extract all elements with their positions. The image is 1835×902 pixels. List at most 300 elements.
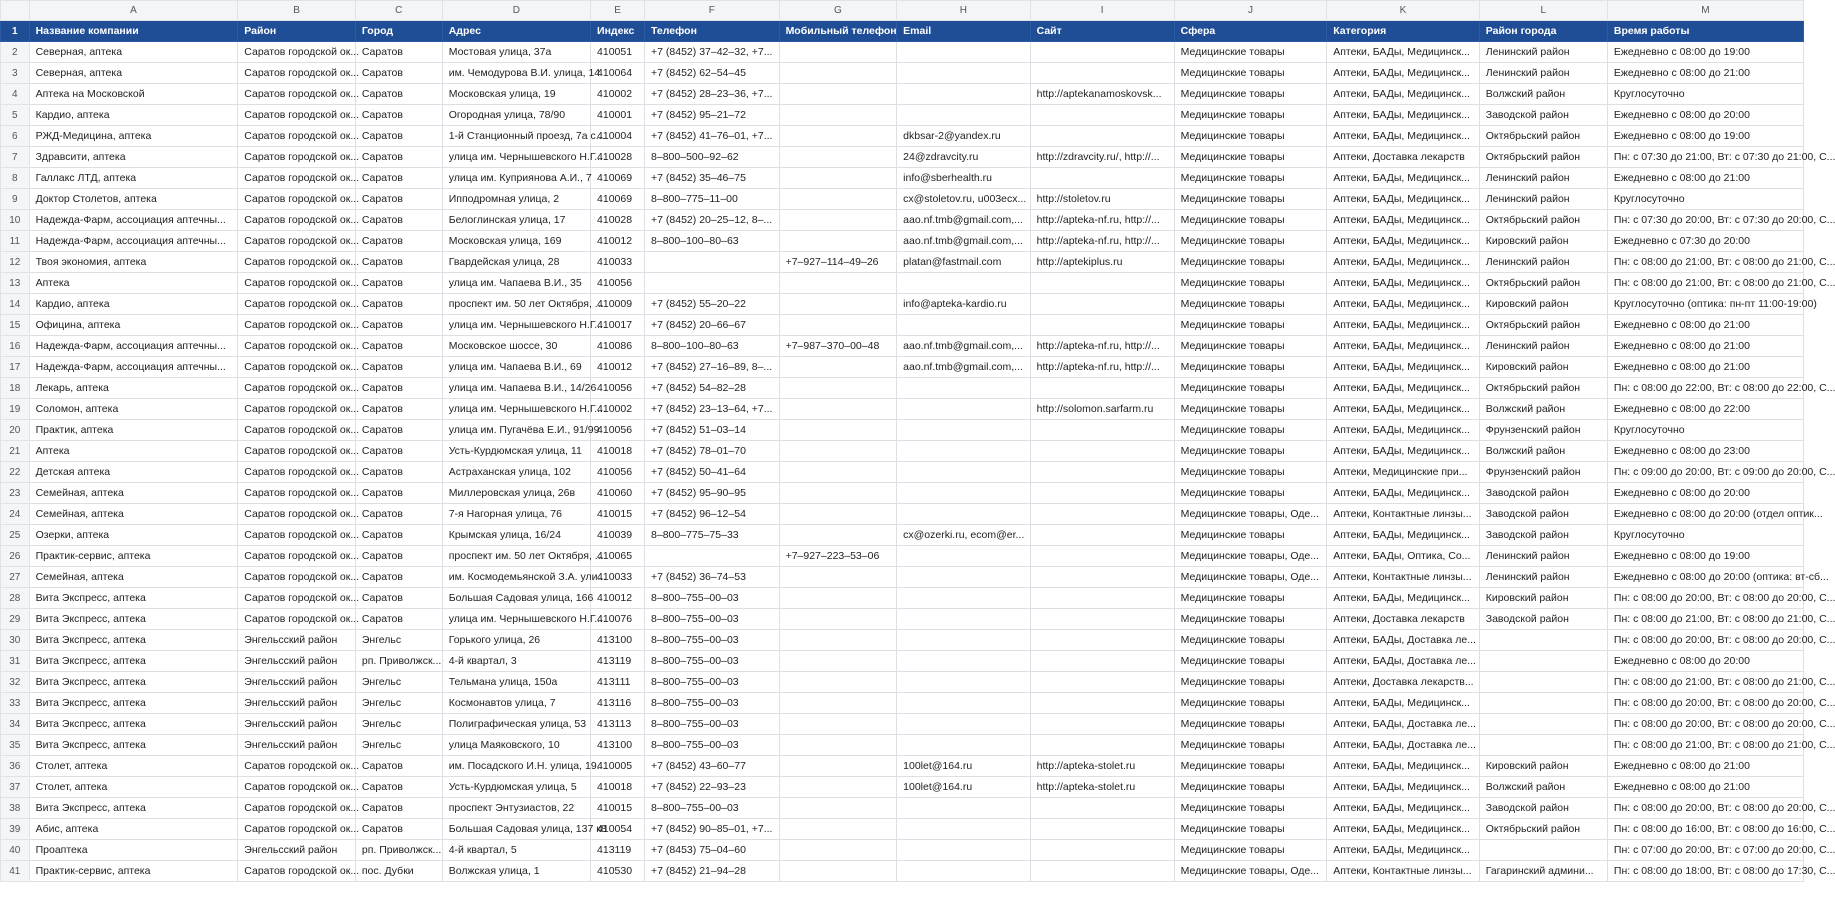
row-number[interactable]: 18 xyxy=(1,378,30,399)
cell[interactable]: Энгельсский район xyxy=(238,840,356,861)
cell[interactable]: Московская улица, 169 xyxy=(442,231,590,252)
cell[interactable] xyxy=(779,840,897,861)
cell[interactable]: Медицинские товары xyxy=(1174,336,1327,357)
cell[interactable] xyxy=(779,315,897,336)
column-header-l[interactable]: L xyxy=(1479,1,1607,21)
cell[interactable]: Медицинские товары xyxy=(1174,42,1327,63)
cell[interactable]: Саратов xyxy=(355,126,442,147)
cell[interactable]: 410028 xyxy=(591,147,645,168)
cell[interactable]: 410065 xyxy=(591,546,645,567)
cell[interactable]: Аптеки, БАДы, Медицинск... xyxy=(1327,756,1480,777)
cell[interactable]: http://zdravcity.ru/, http://... xyxy=(1030,147,1174,168)
cell[interactable]: info@sberhealth.ru xyxy=(897,168,1030,189)
row-number[interactable]: 28 xyxy=(1,588,30,609)
cell[interactable]: Здравсити, аптека xyxy=(29,147,238,168)
cell[interactable]: Аптеки, БАДы, Медицинск... xyxy=(1327,357,1480,378)
cell[interactable] xyxy=(1030,693,1174,714)
row-number[interactable]: 31 xyxy=(1,651,30,672)
cell[interactable]: Саратов городской ок... xyxy=(238,483,356,504)
cell[interactable] xyxy=(897,651,1030,672)
cell[interactable]: Медицинские товары xyxy=(1174,588,1327,609)
cell[interactable]: +7 (8452) 36–74–53 xyxy=(645,567,780,588)
row-number[interactable]: 26 xyxy=(1,546,30,567)
cell[interactable]: Гагаринский админи... xyxy=(1479,861,1607,882)
cell[interactable]: Саратов городской ок... xyxy=(238,105,356,126)
cell[interactable]: Ленинский район xyxy=(1479,168,1607,189)
cell[interactable] xyxy=(1479,714,1607,735)
cell[interactable]: Медицинские товары xyxy=(1174,168,1327,189)
cell[interactable]: Саратов городской ок... xyxy=(238,231,356,252)
cell[interactable]: Аптеки, Доставка лекарств... xyxy=(1327,672,1480,693)
cell[interactable]: Волжский район xyxy=(1479,441,1607,462)
header-cell[interactable]: Индекс xyxy=(591,21,645,42)
row-number[interactable]: 11 xyxy=(1,231,30,252)
cell[interactable] xyxy=(897,546,1030,567)
cell[interactable] xyxy=(1030,609,1174,630)
cell[interactable]: улица им. Куприянова А.И., 7 xyxy=(442,168,590,189)
cell[interactable]: http://stoletov.ru xyxy=(1030,189,1174,210)
cell[interactable]: 1-й Станционный проезд, 7а с... xyxy=(442,126,590,147)
cell[interactable] xyxy=(1030,735,1174,756)
row-number[interactable]: 29 xyxy=(1,609,30,630)
cell[interactable]: Саратов городской ок... xyxy=(238,567,356,588)
column-header-c[interactable]: C xyxy=(355,1,442,21)
cell[interactable]: 413119 xyxy=(591,840,645,861)
row-number[interactable]: 9 xyxy=(1,189,30,210)
cell[interactable] xyxy=(897,63,1030,84)
cell[interactable] xyxy=(1030,504,1174,525)
cell[interactable]: Аптеки, БАДы, Медицинск... xyxy=(1327,420,1480,441)
cell[interactable]: Ипподромная улица, 2 xyxy=(442,189,590,210)
cell[interactable]: Практик, аптека xyxy=(29,420,238,441)
cell[interactable]: Белоглинская улица, 17 xyxy=(442,210,590,231)
cell[interactable]: Аптеки, Контактные линзы... xyxy=(1327,504,1480,525)
cell[interactable]: Медицинские товары xyxy=(1174,294,1327,315)
cell[interactable]: Ежедневно с 07:30 до 20:00 xyxy=(1607,231,1803,252)
row-number[interactable]: 27 xyxy=(1,567,30,588)
cell[interactable]: 410064 xyxy=(591,63,645,84)
cell[interactable]: Саратов городской ок... xyxy=(238,525,356,546)
row-number[interactable]: 24 xyxy=(1,504,30,525)
cell[interactable]: Саратов городской ок... xyxy=(238,798,356,819)
cell[interactable] xyxy=(779,609,897,630)
cell[interactable]: Энгельсский район xyxy=(238,651,356,672)
row-number[interactable]: 2 xyxy=(1,42,30,63)
cell[interactable]: Вита Экспресс, аптека xyxy=(29,735,238,756)
cell[interactable]: Саратов xyxy=(355,546,442,567)
cell[interactable]: Медицинские товары xyxy=(1174,714,1327,735)
cell[interactable]: Ленинский район xyxy=(1479,546,1607,567)
cell[interactable]: 410012 xyxy=(591,588,645,609)
cell[interactable] xyxy=(1030,105,1174,126)
cell[interactable] xyxy=(897,588,1030,609)
cell[interactable]: Ленинский район xyxy=(1479,63,1607,84)
cell[interactable]: Волжский район xyxy=(1479,399,1607,420)
cell[interactable] xyxy=(779,378,897,399)
cell[interactable]: улица им. Чернышевского Н.Г.... xyxy=(442,609,590,630)
cell[interactable]: Медицинские товары, Оде... xyxy=(1174,567,1327,588)
cell[interactable]: Медицинские товары xyxy=(1174,126,1327,147)
cell[interactable] xyxy=(897,105,1030,126)
cell[interactable]: Саратов xyxy=(355,798,442,819)
cell[interactable]: Саратов городской ок... xyxy=(238,819,356,840)
cell[interactable]: Аптеки, БАДы, Доставка ле... xyxy=(1327,735,1480,756)
cell[interactable]: +7 (8452) 35–46–75 xyxy=(645,168,780,189)
cell[interactable]: Саратов xyxy=(355,588,442,609)
cell[interactable] xyxy=(779,819,897,840)
cell[interactable]: Соломон, аптека xyxy=(29,399,238,420)
cell[interactable]: Усть-Курдюмская улица, 5 xyxy=(442,777,590,798)
cell[interactable]: Медицинские товары xyxy=(1174,63,1327,84)
cell[interactable]: +7 (8452) 20–25–12, 8–... xyxy=(645,210,780,231)
cell[interactable]: Саратов городской ок... xyxy=(238,420,356,441)
cell[interactable] xyxy=(779,399,897,420)
cell[interactable]: Кировский район xyxy=(1479,588,1607,609)
cell[interactable] xyxy=(1030,546,1174,567)
cell[interactable]: Медицинские товары, Оде... xyxy=(1174,504,1327,525)
cell[interactable]: Аптеки, БАДы, Медицинск... xyxy=(1327,378,1480,399)
cell[interactable]: Ленинский район xyxy=(1479,42,1607,63)
cell[interactable]: Заводской район xyxy=(1479,525,1607,546)
cell[interactable] xyxy=(1030,840,1174,861)
column-header-f[interactable]: F xyxy=(645,1,780,21)
cell[interactable]: Кардио, аптека xyxy=(29,105,238,126)
cell[interactable]: Саратов городской ок... xyxy=(238,378,356,399)
cell[interactable]: Огородная улица, 78/90 xyxy=(442,105,590,126)
cell[interactable]: Кировский район xyxy=(1479,357,1607,378)
cell[interactable] xyxy=(645,273,780,294)
cell[interactable]: 8–800–500–92–62 xyxy=(645,147,780,168)
cell[interactable] xyxy=(1030,798,1174,819)
cell[interactable]: http://aptekiplus.ru xyxy=(1030,252,1174,273)
cell[interactable]: aao.nf.tmb@gmail.com,... xyxy=(897,210,1030,231)
row-number[interactable]: 40 xyxy=(1,840,30,861)
cell[interactable]: Саратов городской ок... xyxy=(238,399,356,420)
cell[interactable]: Октябрьский район xyxy=(1479,315,1607,336)
cell[interactable]: Ежедневно с 08:00 до 21:00 xyxy=(1607,357,1803,378)
cell[interactable]: Саратов xyxy=(355,273,442,294)
cell[interactable]: Кировский район xyxy=(1479,294,1607,315)
cell[interactable]: Абис, аптека xyxy=(29,819,238,840)
cell[interactable]: Энгельс xyxy=(355,735,442,756)
cell[interactable]: +7 (8452) 41–76–01, +7... xyxy=(645,126,780,147)
cell[interactable] xyxy=(779,630,897,651)
cell[interactable] xyxy=(897,315,1030,336)
cell[interactable] xyxy=(779,84,897,105)
cell[interactable] xyxy=(897,42,1030,63)
cell[interactable]: +7–987–370–00–48 xyxy=(779,336,897,357)
cell[interactable]: Аптеки, БАДы, Медицинск... xyxy=(1327,294,1480,315)
cell[interactable]: dkbsar-2@yandex.ru xyxy=(897,126,1030,147)
cell[interactable]: Саратов городской ок... xyxy=(238,84,356,105)
cell[interactable]: +7 (8452) 22–93–23 xyxy=(645,777,780,798)
cell[interactable]: Практик-сервис, аптека xyxy=(29,546,238,567)
cell[interactable]: Ежедневно с 08:00 до 20:00 xyxy=(1607,651,1803,672)
row-number[interactable]: 4 xyxy=(1,84,30,105)
cell[interactable] xyxy=(779,714,897,735)
cell[interactable]: 410015 xyxy=(591,798,645,819)
cell[interactable]: Волжский район xyxy=(1479,777,1607,798)
column-header-e[interactable]: E xyxy=(591,1,645,21)
cell[interactable]: Кардио, аптека xyxy=(29,294,238,315)
cell[interactable]: Аптеки, БАДы, Медицинск... xyxy=(1327,441,1480,462)
row-number[interactable]: 1 xyxy=(1,21,30,42)
cell[interactable]: Октябрьский район xyxy=(1479,126,1607,147)
cell[interactable]: Аптеки, Доставка лекарств xyxy=(1327,609,1480,630)
cell[interactable] xyxy=(779,420,897,441)
cell[interactable] xyxy=(779,147,897,168)
cell[interactable] xyxy=(779,42,897,63)
cell[interactable] xyxy=(897,420,1030,441)
cell[interactable]: Энгельс xyxy=(355,672,442,693)
cell[interactable]: Пн: с 08:00 до 18:00, Вт: с 08:00 до 17:30, С... xyxy=(1607,861,1803,882)
cell[interactable]: 410530 xyxy=(591,861,645,882)
cell[interactable] xyxy=(779,735,897,756)
cell[interactable]: Медицинские товары xyxy=(1174,525,1327,546)
cell[interactable]: Саратов городской ок... xyxy=(238,756,356,777)
cell[interactable]: Саратов xyxy=(355,231,442,252)
cell[interactable]: Ленинский район xyxy=(1479,252,1607,273)
cell[interactable]: Северная, аптека xyxy=(29,42,238,63)
cell[interactable] xyxy=(779,210,897,231)
cell[interactable]: +7–927–223–53–06 xyxy=(779,546,897,567)
cell[interactable] xyxy=(1030,294,1174,315)
cell[interactable]: Вита Экспресс, аптека xyxy=(29,630,238,651)
cell[interactable]: Пн: с 09:00 до 20:00, Вт: с 09:00 до 20:00, С... xyxy=(1607,462,1803,483)
cell[interactable] xyxy=(897,693,1030,714)
cell[interactable]: Кировский район xyxy=(1479,756,1607,777)
cell[interactable]: Медицинские товары xyxy=(1174,315,1327,336)
cell[interactable]: Усть-Курдюмская улица, 11 xyxy=(442,441,590,462)
cell[interactable]: Ежедневно с 08:00 до 21:00 xyxy=(1607,756,1803,777)
cell[interactable]: +7 (8452) 23–13–64, +7... xyxy=(645,399,780,420)
row-number[interactable]: 36 xyxy=(1,756,30,777)
cell[interactable]: Аптеки, Контактные линзы... xyxy=(1327,567,1480,588)
cell[interactable] xyxy=(779,231,897,252)
cell[interactable] xyxy=(1030,126,1174,147)
cell[interactable]: Аптеки, БАДы, Медицинск... xyxy=(1327,189,1480,210)
cell[interactable]: Галлакс ЛТД, аптека xyxy=(29,168,238,189)
cell[interactable] xyxy=(1030,42,1174,63)
cell[interactable]: Саратов городской ок... xyxy=(238,462,356,483)
cell[interactable]: Ежедневно с 08:00 до 20:00 xyxy=(1607,105,1803,126)
cell[interactable] xyxy=(1479,735,1607,756)
cell[interactable]: 413113 xyxy=(591,714,645,735)
cell[interactable]: +7 (8452) 54–82–28 xyxy=(645,378,780,399)
row-number[interactable]: 19 xyxy=(1,399,30,420)
cell[interactable] xyxy=(1479,630,1607,651)
cell[interactable]: улица им. Чапаева В.И., 69 xyxy=(442,357,590,378)
cell[interactable] xyxy=(779,483,897,504)
cell[interactable] xyxy=(897,819,1030,840)
cell[interactable] xyxy=(779,294,897,315)
cell[interactable]: Вита Экспресс, аптека xyxy=(29,609,238,630)
cell[interactable]: Аптеки, БАДы, Медицинск... xyxy=(1327,42,1480,63)
row-number[interactable]: 16 xyxy=(1,336,30,357)
cell[interactable] xyxy=(779,861,897,882)
column-header-i[interactable]: I xyxy=(1030,1,1174,21)
cell[interactable]: Саратов xyxy=(355,210,442,231)
cell[interactable]: Саратов xyxy=(355,63,442,84)
cell[interactable]: рп. Приволжск... xyxy=(355,651,442,672)
cell[interactable]: Энгельс xyxy=(355,714,442,735)
cell[interactable]: Аптека на Московской xyxy=(29,84,238,105)
cell[interactable]: Ежедневно с 08:00 до 19:00 xyxy=(1607,126,1803,147)
cell[interactable] xyxy=(779,672,897,693)
cell[interactable]: Саратов xyxy=(355,420,442,441)
cell[interactable]: Саратов xyxy=(355,462,442,483)
cell[interactable]: проспект им. 50 лет Октября, ... xyxy=(442,546,590,567)
cell[interactable]: http://apteka-nf.ru, http://... xyxy=(1030,231,1174,252)
cell[interactable]: Медицинские товары xyxy=(1174,798,1327,819)
cell[interactable]: Ежедневно с 08:00 до 21:00 xyxy=(1607,315,1803,336)
cell[interactable]: Саратов городской ок... xyxy=(238,357,356,378)
cell[interactable] xyxy=(779,588,897,609)
cell[interactable]: +7 (8452) 95–90–95 xyxy=(645,483,780,504)
cell[interactable]: cx@ozerki.ru, ecom@er... xyxy=(897,525,1030,546)
cell[interactable]: Энгельсский район xyxy=(238,714,356,735)
cell[interactable] xyxy=(1030,273,1174,294)
row-number[interactable]: 17 xyxy=(1,357,30,378)
cell[interactable]: 410018 xyxy=(591,777,645,798)
cell[interactable]: info@apteka-kardio.ru xyxy=(897,294,1030,315)
cell[interactable]: http://apteka-stolet.ru xyxy=(1030,756,1174,777)
cell[interactable]: Аптеки, БАДы, Доставка ле... xyxy=(1327,714,1480,735)
cell[interactable]: Аптеки, БАДы, Медицинск... xyxy=(1327,525,1480,546)
cell[interactable]: Большая Садовая улица, 137 к8 xyxy=(442,819,590,840)
cell[interactable]: Полиграфическая улица, 53 xyxy=(442,714,590,735)
cell[interactable]: Саратов городской ок... xyxy=(238,210,356,231)
cell[interactable]: 24@zdravcity.ru xyxy=(897,147,1030,168)
cell[interactable] xyxy=(897,735,1030,756)
cell[interactable]: 413111 xyxy=(591,672,645,693)
column-header-d[interactable]: D xyxy=(442,1,590,21)
cell[interactable]: Саратов городской ок... xyxy=(238,504,356,525)
cell[interactable]: +7 (8452) 95–21–72 xyxy=(645,105,780,126)
cell[interactable]: Официна, аптека xyxy=(29,315,238,336)
cell[interactable]: 410004 xyxy=(591,126,645,147)
cell[interactable] xyxy=(779,189,897,210)
row-number[interactable]: 25 xyxy=(1,525,30,546)
column-header-a[interactable]: A xyxy=(29,1,238,21)
cell[interactable]: platan@fastmail.com xyxy=(897,252,1030,273)
cell[interactable]: Октябрьский район xyxy=(1479,210,1607,231)
cell[interactable]: Медицинские товары, Оде... xyxy=(1174,546,1327,567)
cell[interactable] xyxy=(779,504,897,525)
cell[interactable]: Саратов городской ок... xyxy=(238,861,356,882)
cell[interactable] xyxy=(1030,861,1174,882)
cell[interactable] xyxy=(897,630,1030,651)
cell[interactable]: Вита Экспресс, аптека xyxy=(29,588,238,609)
cell[interactable]: Аптеки, БАДы, Медицинск... xyxy=(1327,105,1480,126)
cell[interactable] xyxy=(897,609,1030,630)
cell[interactable]: 8–800–755–00–03 xyxy=(645,798,780,819)
cell[interactable]: Медицинские товары xyxy=(1174,231,1327,252)
cell[interactable] xyxy=(1030,651,1174,672)
cell[interactable]: пос. Дубки xyxy=(355,861,442,882)
cell[interactable]: улица Маяковского, 10 xyxy=(442,735,590,756)
row-number[interactable]: 38 xyxy=(1,798,30,819)
cell[interactable]: http://aptekanamoskovsk... xyxy=(1030,84,1174,105)
cell[interactable]: 8–800–755–00–03 xyxy=(645,609,780,630)
cell[interactable] xyxy=(779,756,897,777)
cell[interactable]: 413116 xyxy=(591,693,645,714)
cell[interactable]: проспект Энтузиастов, 22 xyxy=(442,798,590,819)
header-cell[interactable]: Район города xyxy=(1479,21,1607,42)
row-number[interactable]: 30 xyxy=(1,630,30,651)
cell[interactable]: Саратов городской ок... xyxy=(238,189,356,210)
cell[interactable]: Саратов xyxy=(355,336,442,357)
cell[interactable] xyxy=(897,798,1030,819)
row-number[interactable]: 23 xyxy=(1,483,30,504)
cell[interactable]: Медицинские товары xyxy=(1174,462,1327,483)
cell[interactable]: Ежедневно с 08:00 до 21:00 xyxy=(1607,336,1803,357)
cell[interactable]: +7 (8452) 50–41–64 xyxy=(645,462,780,483)
cell[interactable] xyxy=(897,441,1030,462)
cell[interactable]: улица им. Чернышевского Н.Г.... xyxy=(442,399,590,420)
cell[interactable] xyxy=(779,777,897,798)
cell[interactable]: Аптеки, БАДы, Медицинск... xyxy=(1327,777,1480,798)
cell[interactable]: 4-й квартал, 5 xyxy=(442,840,590,861)
cell[interactable]: 413100 xyxy=(591,630,645,651)
cell[interactable] xyxy=(779,567,897,588)
cell[interactable]: Надежда-Фарм, ассоциация аптечны... xyxy=(29,210,238,231)
cell[interactable]: Саратов xyxy=(355,168,442,189)
cell[interactable]: улица им. Чернышевского Н.Г.... xyxy=(442,147,590,168)
cell[interactable]: 8–800–100–80–63 xyxy=(645,336,780,357)
cell[interactable] xyxy=(897,504,1030,525)
cell[interactable] xyxy=(897,714,1030,735)
cell[interactable]: +7 (8452) 27–16–89, 8–... xyxy=(645,357,780,378)
cell[interactable]: Твоя экономия, аптека xyxy=(29,252,238,273)
cell[interactable]: Миллеровская улица, 26в xyxy=(442,483,590,504)
cell[interactable] xyxy=(1479,840,1607,861)
cell[interactable] xyxy=(1030,462,1174,483)
cell[interactable]: Детская аптека xyxy=(29,462,238,483)
cell[interactable]: 410009 xyxy=(591,294,645,315)
cell[interactable]: 410005 xyxy=(591,756,645,777)
cell[interactable]: Проаптека xyxy=(29,840,238,861)
cell[interactable]: 8–800–755–00–03 xyxy=(645,714,780,735)
cell[interactable] xyxy=(1479,672,1607,693)
cell[interactable]: Медицинские товары, Оде... xyxy=(1174,861,1327,882)
cell[interactable]: 410069 xyxy=(591,189,645,210)
cell[interactable]: Вита Экспресс, аптека xyxy=(29,798,238,819)
cell[interactable] xyxy=(897,462,1030,483)
cell[interactable]: Аптеки, БАДы, Медицинск... xyxy=(1327,840,1480,861)
cell[interactable] xyxy=(1030,483,1174,504)
cell[interactable]: Аптеки, БАДы, Доставка ле... xyxy=(1327,651,1480,672)
cell[interactable]: Аптека xyxy=(29,441,238,462)
cell[interactable]: Саратов xyxy=(355,504,442,525)
cell[interactable]: Ленинский район xyxy=(1479,336,1607,357)
header-cell[interactable]: Название компании xyxy=(29,21,238,42)
cell[interactable]: Медицинские товары xyxy=(1174,609,1327,630)
cell[interactable]: Семейная, аптека xyxy=(29,483,238,504)
cell[interactable]: Столет, аптека xyxy=(29,756,238,777)
cell[interactable] xyxy=(897,273,1030,294)
cell[interactable]: улица им. Чапаева В.И., 35 xyxy=(442,273,590,294)
cell[interactable]: Пн: с 08:00 до 21:00, Вт: с 08:00 до 21:00, С... xyxy=(1607,609,1803,630)
cell[interactable]: Семейная, аптека xyxy=(29,504,238,525)
cell[interactable]: +7 (8452) 21–94–28 xyxy=(645,861,780,882)
cell[interactable]: +7 (8452) 90–85–01, +7... xyxy=(645,819,780,840)
cell[interactable] xyxy=(897,672,1030,693)
cell[interactable] xyxy=(1479,651,1607,672)
cell[interactable]: Медицинские товары xyxy=(1174,399,1327,420)
cell[interactable] xyxy=(779,168,897,189)
row-number[interactable]: 33 xyxy=(1,693,30,714)
